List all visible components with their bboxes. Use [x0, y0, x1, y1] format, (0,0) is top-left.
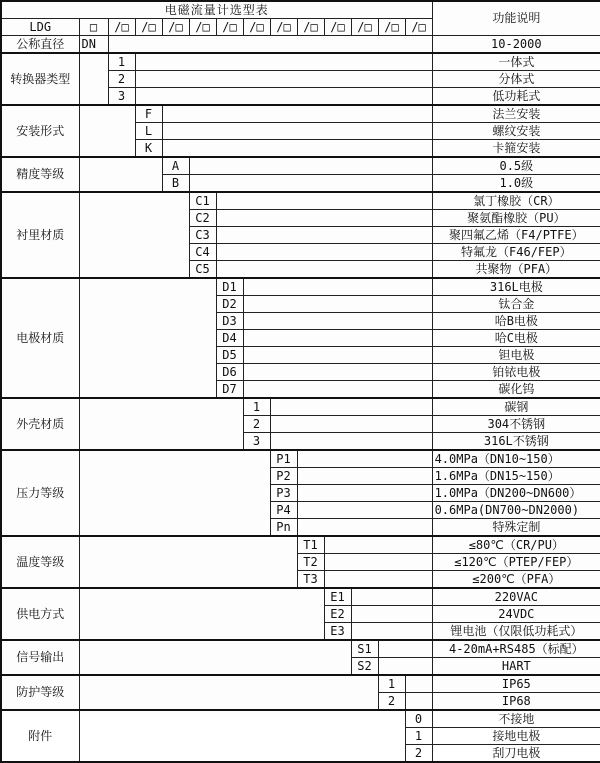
blank-right-cell [189, 157, 432, 175]
model-slot-placeholder: /□ [324, 19, 351, 36]
option-code-cell: S1 [351, 640, 378, 658]
section-label: 供电方式 [1, 588, 79, 640]
option-code-cell: K [135, 140, 162, 158]
table-title: 电磁流量计选型表 [1, 1, 432, 19]
option-code-cell: B [162, 175, 189, 193]
option-code-cell: F [135, 105, 162, 123]
blank-right-cell [270, 416, 432, 433]
blank-right-cell [216, 210, 432, 227]
blank-left-cell [79, 192, 189, 278]
section-label: 电极材质 [1, 278, 79, 398]
option-code-cell: D3 [216, 313, 243, 330]
table-row [1, 278, 600, 296]
option-code-cell: C3 [189, 227, 216, 244]
table-row [1, 675, 600, 693]
option-description-cell: 卡箍安装 [432, 140, 600, 158]
table-row [1, 192, 600, 210]
blank-right-cell [270, 433, 432, 451]
option-code-cell: C2 [189, 210, 216, 227]
blank-right-cell [243, 381, 432, 399]
option-description-cell: 1.6MPa（DN15~150） [432, 468, 600, 485]
section-label: 防护等级 [1, 675, 79, 710]
blank-right-cell [405, 675, 432, 693]
option-code-cell: D1 [216, 278, 243, 296]
table-row [1, 536, 600, 554]
table-row [1, 450, 600, 468]
blank-right-cell [297, 468, 432, 485]
option-description-cell: 接地电极 [432, 728, 600, 745]
option-code-cell: D4 [216, 330, 243, 347]
blank-right-cell [108, 36, 432, 54]
option-code-cell: D6 [216, 364, 243, 381]
blank-right-cell [243, 278, 432, 296]
blank-left-cell [79, 536, 297, 588]
option-description-cell: 哈B电极 [432, 313, 600, 330]
table-row [1, 157, 600, 175]
blank-right-cell [297, 450, 432, 468]
option-description-cell: 刮刀电极 [432, 745, 600, 763]
table-row [1, 398, 600, 416]
blank-right-cell [216, 227, 432, 244]
option-code-cell: 3 [108, 88, 135, 106]
option-code-cell: DN [79, 36, 108, 54]
option-description-cell: 氯丁橡胶（CR） [432, 192, 600, 210]
option-code-cell: D2 [216, 296, 243, 313]
option-code-cell: S2 [351, 658, 378, 676]
option-description-cell: 4.0MPa（DN10~150） [432, 450, 600, 468]
option-description-cell: 304不锈钢 [432, 416, 600, 433]
option-code-cell: 3 [243, 433, 270, 451]
option-description-cell: 钽电极 [432, 347, 600, 364]
model-slot-placeholder: /□ [135, 19, 162, 36]
option-description-cell: IP65 [432, 675, 600, 693]
blank-left-cell [79, 710, 405, 762]
blank-left-cell [79, 105, 135, 157]
option-code-cell: C5 [189, 261, 216, 279]
blank-right-cell [351, 606, 432, 623]
blank-right-cell [324, 571, 432, 589]
blank-right-cell [243, 347, 432, 364]
option-description-cell: 一体式 [432, 53, 600, 71]
model-slot-placeholder: /□ [189, 19, 216, 36]
section-label: 信号输出 [1, 640, 79, 675]
option-code-cell: P4 [270, 502, 297, 519]
blank-left-cell [79, 640, 351, 675]
option-code-cell: T2 [297, 554, 324, 571]
table-row [1, 105, 600, 123]
model-prefix: LDG [1, 19, 79, 36]
option-code-cell: P1 [270, 450, 297, 468]
blank-right-cell [351, 588, 432, 606]
model-slot-placeholder: /□ [351, 19, 378, 36]
section-label: 压力等级 [1, 450, 79, 536]
blank-right-cell [162, 123, 432, 140]
blank-right-cell [189, 175, 432, 193]
option-code-cell: 2 [108, 71, 135, 88]
blank-left-cell [79, 398, 243, 450]
blank-right-cell [324, 536, 432, 554]
blank-right-cell [216, 261, 432, 279]
model-slot-placeholder: /□ [270, 19, 297, 36]
model-slot-placeholder: /□ [108, 19, 135, 36]
option-description-cell: 316L电极 [432, 278, 600, 296]
blank-left-cell [79, 675, 378, 710]
blank-right-cell [162, 140, 432, 158]
model-slot-placeholder: /□ [162, 19, 189, 36]
blank-right-cell [378, 658, 432, 676]
table-row [1, 588, 600, 606]
option-description-cell: 分体式 [432, 71, 600, 88]
option-code-cell: 1 [378, 675, 405, 693]
option-description-cell: 聚氨酯橡胶（PU） [432, 210, 600, 227]
option-code-cell: D5 [216, 347, 243, 364]
option-description-cell: ≤120℃（PTEP/FEP） [432, 554, 600, 571]
option-code-cell: A [162, 157, 189, 175]
option-code-cell: P3 [270, 485, 297, 502]
option-code-cell: Pn [270, 519, 297, 537]
blank-left-cell [79, 278, 216, 398]
option-code-cell: E3 [324, 623, 351, 641]
option-description-cell: 碳化钨 [432, 381, 600, 399]
blank-right-cell [243, 313, 432, 330]
blank-right-cell [297, 485, 432, 502]
blank-right-cell [324, 554, 432, 571]
table-row [1, 36, 600, 54]
section-label: 衬里材质 [1, 192, 79, 278]
table-row [1, 710, 600, 728]
section-label: 温度等级 [1, 536, 79, 588]
option-description-cell: 聚四氟乙烯（F4/PTFE） [432, 227, 600, 244]
blank-right-cell [243, 330, 432, 347]
blank-right-cell [243, 364, 432, 381]
title-row [1, 1, 600, 19]
option-description-cell: 0.5级 [432, 157, 600, 175]
option-code-cell: C4 [189, 244, 216, 261]
option-code-cell: 2 [378, 693, 405, 711]
model-slot-placeholder: /□ [378, 19, 405, 36]
option-description-cell: 哈C电极 [432, 330, 600, 347]
blank-right-cell [216, 192, 432, 210]
blank-left-cell [79, 588, 324, 640]
blank-right-cell [405, 693, 432, 711]
section-label: 精度等级 [1, 157, 79, 192]
option-description-cell: 316L不锈钢 [432, 433, 600, 451]
blank-right-cell [351, 623, 432, 641]
model-box-placeholder: □ [79, 19, 108, 36]
option-description-cell: 钛合金 [432, 296, 600, 313]
blank-right-cell [135, 88, 432, 106]
section-label: 外壳材质 [1, 398, 79, 450]
option-code-cell: 0 [405, 710, 432, 728]
option-code-cell: 2 [405, 745, 432, 763]
option-description-cell: 24VDC [432, 606, 600, 623]
option-code-cell: P2 [270, 468, 297, 485]
option-description-cell: 1.0级 [432, 175, 600, 193]
option-code-cell: 2 [243, 416, 270, 433]
blank-right-cell [135, 53, 432, 71]
option-description-cell: ≤80℃（CR/PU） [432, 536, 600, 554]
option-description-cell: ≤200℃（PFA） [432, 571, 600, 589]
option-description-cell: 特殊定制 [432, 519, 600, 537]
model-slot-placeholder: /□ [405, 19, 432, 36]
option-description-cell: 不接地 [432, 710, 600, 728]
section-label: 转换器类型 [1, 53, 79, 105]
blank-right-cell [270, 398, 432, 416]
option-description-cell: IP68 [432, 693, 600, 711]
model-slot-placeholder: /□ [216, 19, 243, 36]
option-description-cell: 1.0MPa（DN200~DN600） [432, 485, 600, 502]
option-description-cell: 220VAC [432, 588, 600, 606]
blank-right-cell [135, 71, 432, 88]
option-description-cell: 4-20mA+RS485（标配） [432, 640, 600, 658]
selection-table-body [1, 1, 600, 762]
option-description-cell: 碳钢 [432, 398, 600, 416]
option-code-cell: 1 [243, 398, 270, 416]
option-code-cell: D7 [216, 381, 243, 399]
blank-left-cell [79, 157, 162, 192]
blank-right-cell [162, 105, 432, 123]
blank-right-cell [216, 244, 432, 261]
blank-right-cell [378, 640, 432, 658]
blank-right-cell [297, 519, 432, 537]
function-column-header: 功能说明 [432, 1, 600, 36]
option-code-cell: 1 [108, 53, 135, 71]
model-slot-placeholder: /□ [243, 19, 270, 36]
option-code-cell: E2 [324, 606, 351, 623]
option-code-cell: T3 [297, 571, 324, 589]
blank-left-cell [79, 53, 108, 105]
option-description-cell: 10-2000 [432, 36, 600, 54]
table-row [1, 53, 600, 71]
table-row [1, 640, 600, 658]
option-description-cell: 螺纹安装 [432, 123, 600, 140]
blank-left-cell [79, 450, 270, 536]
option-description-cell: HART [432, 658, 600, 676]
blank-right-cell [297, 502, 432, 519]
section-label: 安装形式 [1, 105, 79, 157]
option-description-cell: 锂电池（仅限低功耗式） [432, 623, 600, 641]
option-description-cell: 0.6MPa(DN700~DN2000) [432, 502, 600, 519]
option-code-cell: T1 [297, 536, 324, 554]
section-label: 附件 [1, 710, 79, 762]
option-description-cell: 共聚物（PFA） [432, 261, 600, 279]
option-code-cell: C1 [189, 192, 216, 210]
option-code-cell: E1 [324, 588, 351, 606]
option-description-cell: 低功耗式 [432, 88, 600, 106]
model-slot-placeholder: /□ [297, 19, 324, 36]
option-description-cell: 法兰安装 [432, 105, 600, 123]
section-label: 公称直径 [1, 36, 79, 54]
option-description-cell: 铂铱电极 [432, 364, 600, 381]
option-description-cell: 特氟龙（F46/FEP） [432, 244, 600, 261]
blank-right-cell [243, 296, 432, 313]
option-code-cell: 1 [405, 728, 432, 745]
option-code-cell: L [135, 123, 162, 140]
